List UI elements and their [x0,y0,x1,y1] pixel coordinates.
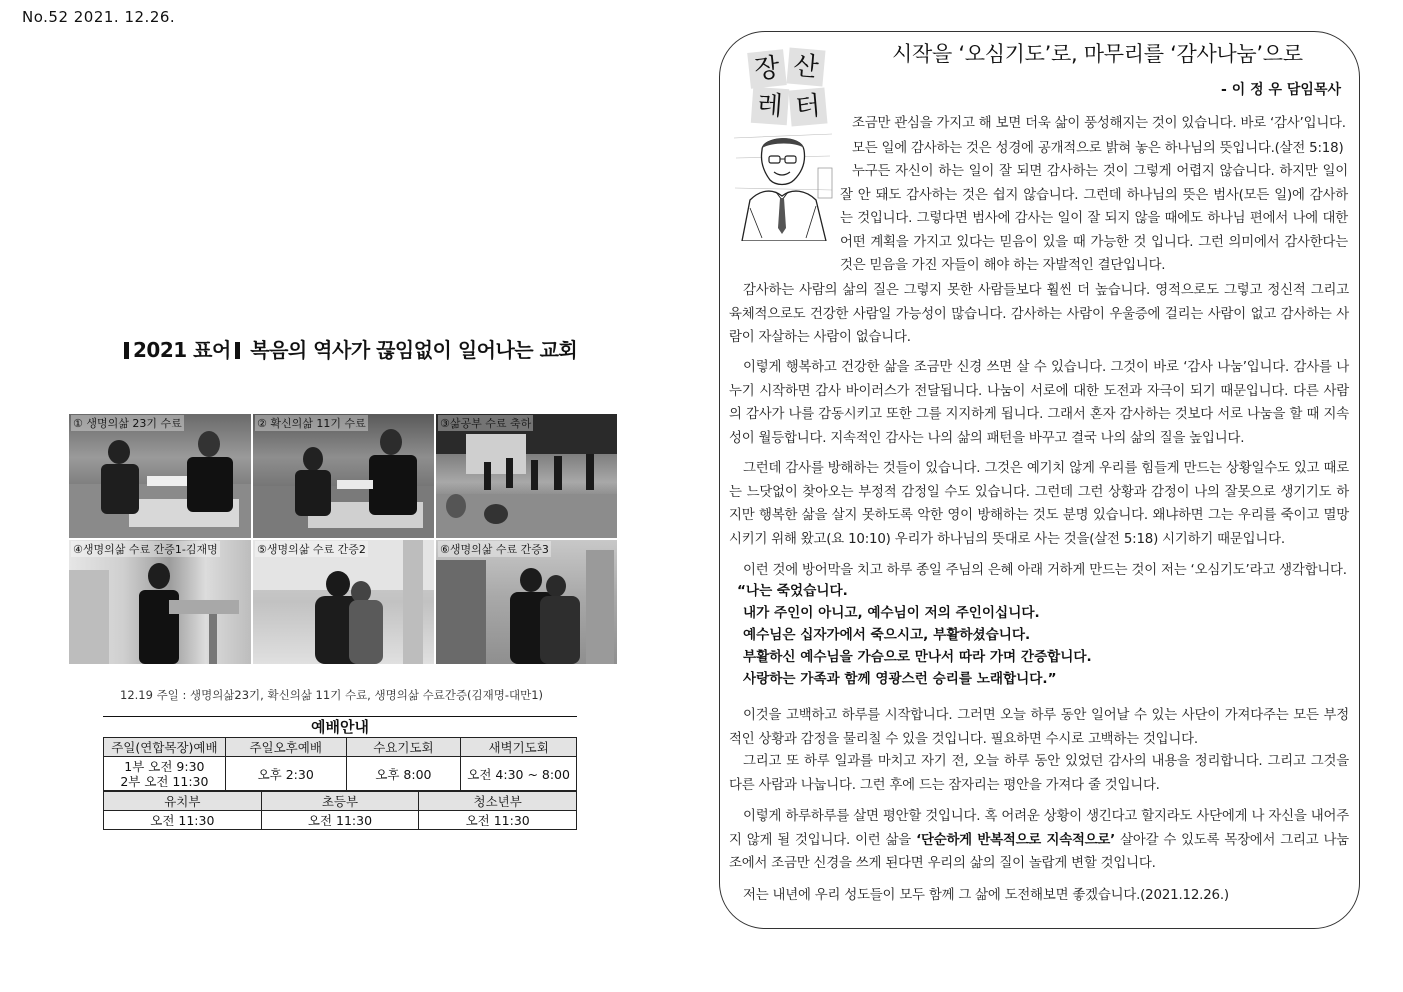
service-header-wednesday: 수요기도회 [346,738,461,757]
photo-3 [436,414,617,538]
photo-1 [69,414,251,538]
service-header-sunday: 주일(연합목장)예배 [104,738,226,757]
pastor-portrait-sketch [732,128,835,241]
column-paragraph-2: 감사하는 사람의 삶의 질은 그렇지 못한 사람들보다 훨씬 더 높습니다. 영적으로도 그렇고 정신적 그리고 육체적으로도 건강한 사람일 가능성이 많습니다. 감사하는 사람이 우울증에 걸리는 사람이 없고 감사하는 사람이 자살하는 사람이 없습니다. [729,283,1349,345]
column-paragraph-8 [729,805,1349,876]
school-time-kindergarten: 오전 11:30 [104,811,262,830]
photo-summary-caption: 12.19 주일 : 생명의삶23기, 확신의삶 11기 수료, 생명의삶 수료간증(김재명-대만1) [120,688,543,702]
photo-caption-4: ④생명의삶 수료 간증1-김재명 [73,543,218,556]
motto-bar-left [124,342,129,359]
service-time-wednesday: 오후 8:00 [346,757,461,791]
photo-3-scene [436,414,617,538]
column-tile-4: 터 [788,87,827,126]
motto-text: 복음의 역사가 끊임없이 일어나는 교회 [250,338,578,362]
column-paragraph-6: 이것을 고백하고 하루를 시작합니다. 그러면 오늘 하루 동안 일어날 수 있는 사단이 가져다주는 모든 부정적인 상황과 감정을 물리칠 수 있을 것입니다. 필요하면 수시로 고백하는 것입니다. [729,708,1349,747]
photo-caption-2: ② 확신의삶 11기 수료 [257,417,366,430]
photo-grid [69,414,616,664]
service-time-sunday [104,757,226,791]
column-paragraph-7: 그리고 또 하루 일과를 마치고 자기 전, 오늘 하루 동안 있었던 감사의 내용을 정리합니다. 그리고 그것을 다른 사람과 나눕니다. 그런 후에 드는 잠자리는 평안을 가져다 줄 것입니다. [729,754,1349,793]
photo-2-scene [253,414,434,538]
column-paragraph-8-emphasis: ‘단순하게 반복적으로 지속적으로’ [916,832,1116,848]
column-paragraph-5: 이런 것에 방어막을 치고 하루 종일 주님의 은혜 아래 거하게 만드는 것이 저는 ‘오심기도’라고 생각합니다. [743,563,1347,578]
photo-6-scene [436,540,617,664]
school-time-youth: 오전 11:30 [419,811,577,830]
school-header-elementary: 초등부 [261,792,419,811]
photo-caption-1: ① 생명의삶 23기 수료 [73,417,182,430]
school-header-kindergarten: 유치부 [104,792,262,811]
column-paragraph-8-b: 살아갈 수 있도록 목장에서 그리고 나눔 조에서 조금만 신경을 쓰게 된다면 우리의 삶의 질이 놀랍게 변할 것입니다. [729,832,1350,871]
column-paragraph-3: 이렇게 행복하고 건강한 삶을 조금만 신경 쓰면 살 수 있습니다. 그것이 바로 ‘감사 나눔’입니다. 감사를 나누기 시작하면 감사 바이러스가 전달됩니다. 나눔이 서로에 대한 도전과 자극이 되기 때문입니다. 다른 사람의 감사가 나를 감동시키고 또한 그를 지지하게 됩니다. 그래서 혼자 감사하는 것보다 서로 나눔을 할 때 지속성이 월등합니다. 지속적인 감사는 나의 삶의 패턴을 바꾸고 결국 나의 삶의 질을 높입니다. [729,360,1349,446]
column-paragraph-8-a: 이렇게 하루하루를 살면 평안할 것입니다. 혹 어려운 상황이 생긴다고 할지라도 사단에게 나 자신을 내어주지 않게 될 것입니다. 이런 삶을 [729,809,1349,848]
photo-6 [436,540,617,664]
photo-caption-5: ⑤생명의삶 수료 간증2 [257,543,366,556]
service-table-school [103,791,577,830]
photo-5 [253,540,434,664]
service-header-sunday-pm: 주일오후예배 [225,738,346,757]
photo-caption-3: ③삶공부 수료 축하 [440,417,532,430]
column-tile-2: 산 [786,47,825,86]
prayer-line-2: 내가 주인이 아니고, 예수님이 저의 주인이십니다. [743,605,1040,621]
column-title: 시작을 ‘오심기도’로, 마무리를 ‘감사나눔’으로 [892,42,1303,66]
column-author: - 이 정 우 담임목사 [1221,82,1341,98]
service-time-sunday-1: 1부 오전 9:30 [124,758,205,774]
column-paragraph-1-line-1: 조금만 관심을 가지고 해 보면 더욱 삶이 풍성해지는 것이 있습니다. 바로 ‘감사’입니다. [852,116,1346,131]
photo-caption-6: ⑥생명의삶 수료 간증3 [440,543,549,556]
issue-number: No.52 2021. 12.26. [22,8,176,26]
service-time-dawn: 오전 4:30 ~ 8:00 [461,757,577,791]
prayer-line-4: 부활하신 예수님을 가슴으로 만나서 따라 가며 간증합니다. [743,649,1092,665]
column-paragraph-1-rest: 누구든 자신이 하는 일이 잘 되면 감사하는 것이 그렇게 어렵지 않습니다. 하지만 일이 잘 안 돼도 감사하는 것은 쉽지 않습니다. 그런데 하나님의 뜻은 범사(모든 일)에 감사하는 것입니다. 그렇다면 범사에 감사는 일이 잘 되지 않을 때에도 하나님 편에서 나에 대한 어떤 계획을 가지고 있다는 믿음이 있을 때 가능한 것 입니다. 그런 의미에서 감사한다는 것은 믿음을 가진 자들이 해야 하는 자발적인 결단입니다. [840,164,1348,273]
photo-1-scene [69,414,251,538]
service-header-dawn: 새벽기도회 [461,738,577,757]
service-table-main [103,737,577,791]
service-time-sunday-pm: 오후 2:30 [225,757,346,791]
column-tile-1: 장 [747,49,787,89]
column-paragraph-4: 그런데 감사를 방해하는 것들이 있습니다. 그것은 예기치 않게 우리를 힘들게 만드는 상황일수도 있고 때로는 느닷없이 찾아오는 부정적 감정일 수도 있습니다. 그런데 그런 상황과 감정이 나의 잘못으로 생기기도 하지만 행복한 삶을 살지 못하도록 악한 영이 방해하는 것도 분명 있습니다. 왜냐하면 그는 우리를 죽이고 멸망시키기 위해 왔고(요 10:10) 우리가 하나님의 뜻대로 사는 것을(살전 5:18) 시기하기 때문입니다. [729,461,1349,547]
column-tile-3: 레 [751,87,789,125]
prayer-line-5: 사랑하는 가족과 함께 영광스런 승리를 노래합니다.” [743,671,1057,687]
column-paragraph-1-line-2: 모든 일에 감사하는 것은 성경에 공개적으로 밝혀 놓은 하나님의 뜻입니다.(살전 5:18) [852,141,1344,156]
column-paragraph-9: 저는 내년에 우리 성도들이 모두 함께 그 삶에 도전해보면 좋겠습니다.(2021.12.26.) [743,888,1229,903]
motto-label: 2021 표어 [133,338,231,362]
prayer-line-1: “나는 죽었습니다. [737,583,848,599]
school-time-elementary: 오전 11:30 [261,811,419,830]
motto-bar-right [235,342,240,359]
photo-4-scene [69,540,251,664]
school-header-youth: 청소년부 [419,792,577,811]
service-title: 예배안내 [103,716,577,737]
service-time-sunday-2: 2부 오전 11:30 [120,773,209,789]
photo-2 [253,414,434,538]
prayer-line-3: 예수님은 십자가에서 죽으시고, 부활하셨습니다. [743,627,1031,643]
motto [120,334,577,363]
photo-5-scene [253,540,434,664]
photo-4 [69,540,251,664]
